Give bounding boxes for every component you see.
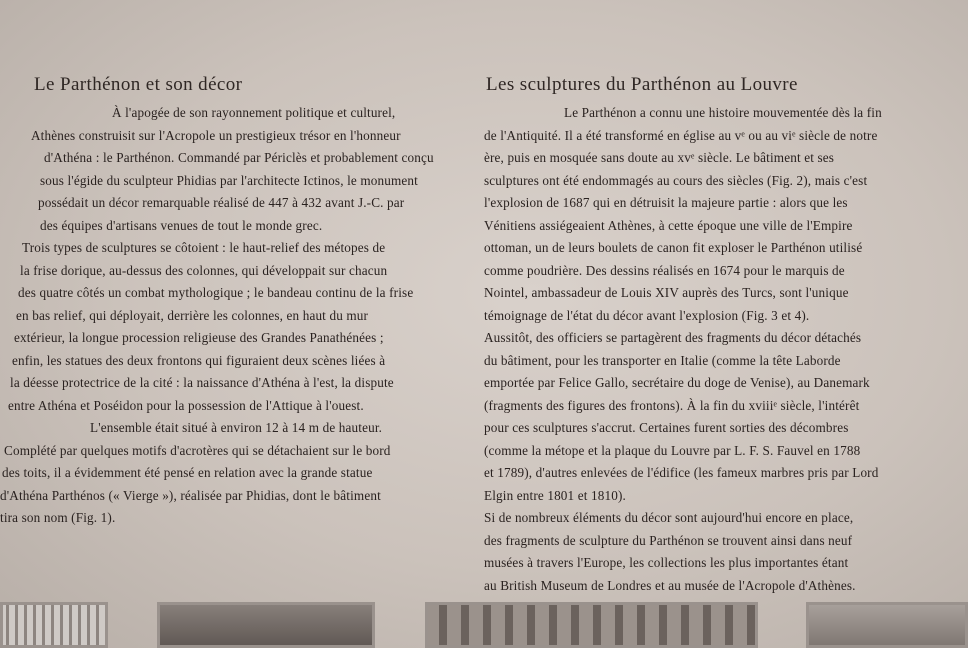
right-line: au British Museum de Londres et au musée de l'Acropole d'Athènes. [484, 577, 856, 593]
right-line: (comme la métope et la plaque du Louvre par L. F. S. Fauvel en 1788 [484, 442, 861, 458]
left-line: tira son nom (Fig. 1). [0, 510, 116, 525]
right-line: l'explosion de 1687 qui en détruisit la majeure partie : alors que les [484, 195, 848, 210]
left-line: la frise dorique, au-dessus des colonnes, qui développait sur chacun [20, 262, 388, 278]
left-line: enfin, les statues des deux frontons qui figuraient deux scènes liées à [12, 352, 386, 368]
right-line: des fragments de sculpture du Parthénon se trouvent ainsi dans neuf [484, 532, 853, 548]
right-line: ottoman, un de leurs boulets de canon fit exploser le Parthénon utilisé [484, 240, 863, 255]
right-line: ère, puis en mosquée sans doute au xvᵉ siècle. Le bâtiment et ses [484, 150, 835, 165]
left-line: À l'apogée de son rayonnement politique et culturel, [112, 105, 396, 120]
left-line: possédait un décor remarquable réalisé de 447 à 432 avant J.-C. par [38, 195, 405, 210]
figure-thumbnail [425, 602, 758, 648]
left-line: des toits, il a évidemment été pensé en relation avec la grande statue [2, 465, 373, 480]
right-line: emportée par Felice Gallo, secrétaire du doge de Venise), au Danemark [484, 375, 870, 390]
right-line: musées à travers l'Europe, les collections les plus importantes étant [484, 555, 849, 570]
right-title: Les sculptures du Parthénon au Louvre [486, 74, 798, 95]
right-line: comme poudrière. Des dessins réalisés en 1674 pour le marquis de [484, 262, 845, 278]
left-line: Complété par quelques motifs d'acrotères qui se détachaient sur le bord [4, 442, 391, 458]
right-line: Aussitôt, des officiers se partagèrent des fragments du décor détachés [484, 330, 862, 345]
left-line: d'Athéna : le Parthénon. Commandé par Périclès et probablement conçu [44, 150, 434, 165]
figure-thumbnail [157, 602, 375, 648]
right-line: Elgin entre 1801 et 1810). [484, 487, 626, 503]
left-line: des quatre côtés un combat mythologique ; le bandeau continu de la frise [18, 285, 414, 300]
right-line: du bâtiment, pour les transporter en Italie (comme la tête Laborde [484, 352, 841, 368]
right-line: Si de nombreux éléments du décor sont aujourd'hui encore en place, [484, 510, 854, 525]
left-line: des équipes d'artisans venues de tout le monde grec. [40, 217, 323, 233]
left-column [0, 74, 460, 530]
right-line: Vénitiens assiégeaient Athènes, à cette époque une ville de l'Empire [484, 217, 853, 233]
right-line: Nointel, ambassadeur de Louis XIV auprès des Turcs, sont l'unique [484, 285, 849, 300]
right-line: Le Parthénon a connu une histoire mouvementée dès la fin [564, 105, 882, 120]
figure-thumbnail [0, 602, 108, 648]
left-line: L'ensemble était situé à environ 12 à 14 m de hauteur. [90, 420, 383, 435]
left-line: Athènes construisit sur l'Acropole un prestigieux trésor en l'honneur [31, 127, 401, 143]
right-line: et 1789), d'autres enlevées de l'édifice (les fameux marbres pris par Lord [484, 465, 879, 480]
left-title: Le Parthénon et son décor [34, 74, 243, 95]
right-line: (fragments des figures des frontons). À la fin du xviiiᵉ siècle, l'intérêt [484, 397, 860, 413]
left-line: la déesse protectrice de la cité : la naissance d'Athéna à l'est, la dispute [10, 375, 394, 390]
right-line: témoignage de l'état du décor avant l'explosion (Fig. 3 et 4). [484, 307, 810, 323]
right-column [480, 74, 950, 597]
left-line: Trois types de sculptures se côtoient : le haut-relief des métopes de [22, 240, 386, 255]
figure-thumbnail [806, 602, 968, 648]
right-line: sculptures ont été endommagés au cours des siècles (Fig. 2), mais c'est [484, 172, 868, 188]
right-line: de l'Antiquité. Il a été transformé en église au vᵉ ou au viᵉ siècle de notre [484, 127, 878, 143]
left-line: d'Athéna Parthénos (« Vierge »), réalisée par Phidias, dont le bâtiment [0, 487, 381, 503]
left-line: en bas relief, qui déployait, derrière les colonnes, en haut du mur [16, 307, 369, 323]
right-text [480, 102, 950, 597]
right-line: pour ces sculptures s'accrut. Certaines furent sorties des décombres [484, 420, 849, 435]
left-line: extérieur, la longue procession religieuse des Grandes Panathénées ; [14, 330, 384, 345]
left-line: entre Athéna et Poséidon pour la possession de l'Attique à l'ouest. [8, 397, 364, 413]
left-line: sous l'égide du sculpteur Phidias par l'architecte Ictinos, le monument [40, 172, 418, 188]
left-text [0, 102, 460, 530]
